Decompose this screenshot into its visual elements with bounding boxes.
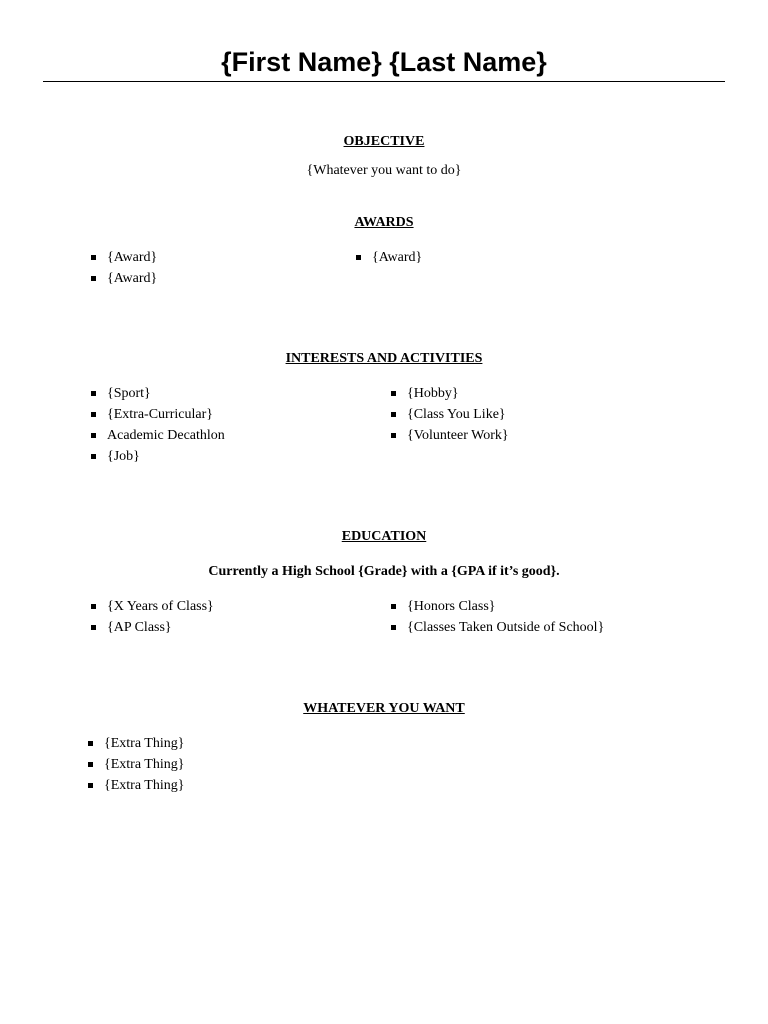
- list-item-text: {Award}: [107, 271, 158, 286]
- list-item-text: {Extra Thing}: [104, 736, 185, 751]
- education-list-left: [91, 596, 214, 638]
- list-item: [391, 383, 509, 404]
- list-item-text: {Sport}: [107, 386, 151, 401]
- list-item: [91, 383, 225, 404]
- square-bullet-icon: [88, 762, 93, 767]
- list-item-text: {Classes Taken Outside of School}: [407, 620, 605, 635]
- list-item-text: {Extra Thing}: [104, 757, 185, 772]
- square-bullet-icon: [91, 433, 96, 438]
- extra-list: [88, 733, 184, 796]
- square-bullet-icon: [91, 276, 96, 281]
- extra-heading: WHATEVER YOU WANT: [303, 701, 465, 716]
- objective-heading: OBJECTIVE: [343, 134, 425, 149]
- education-summary: Currently a High School {Grade} with a {GPA if it’s good}.: [208, 564, 560, 579]
- list-item: [88, 754, 184, 775]
- list-item: [391, 596, 604, 617]
- list-item: [391, 404, 509, 425]
- list-item-text: {AP Class}: [107, 620, 172, 635]
- square-bullet-icon: [91, 604, 96, 609]
- square-bullet-icon: [91, 391, 96, 396]
- list-item: [91, 268, 157, 289]
- square-bullet-icon: [391, 625, 396, 630]
- list-item-text: {Extra Thing}: [104, 778, 185, 793]
- awards-heading: AWARDS: [354, 215, 414, 230]
- list-item: [91, 404, 225, 425]
- interests-list-left: [91, 383, 225, 467]
- list-item-text: {Award}: [107, 250, 158, 265]
- square-bullet-icon: [91, 454, 96, 459]
- list-item: [91, 596, 214, 617]
- interests-list-right: [391, 383, 509, 446]
- list-item-text: {Class You Like}: [407, 407, 506, 422]
- square-bullet-icon: [91, 255, 96, 260]
- list-item-text: {Award}: [372, 250, 423, 265]
- square-bullet-icon: [88, 783, 93, 788]
- square-bullet-icon: [391, 412, 396, 417]
- list-item-text: {Job}: [107, 449, 140, 464]
- square-bullet-icon: [88, 741, 93, 746]
- list-item: [88, 775, 184, 796]
- awards-list-left: [91, 247, 157, 289]
- square-bullet-icon: [356, 255, 361, 260]
- list-item-text: {Volunteer Work}: [407, 428, 509, 443]
- list-item-text: Academic Decathlon: [107, 428, 225, 443]
- list-item-text: {X Years of Class}: [107, 599, 214, 614]
- objective-text: {Whatever you want to do}: [306, 163, 462, 178]
- list-item-text: {Hobby}: [407, 386, 459, 401]
- interests-heading: INTERESTS AND ACTIVITIES: [285, 351, 483, 366]
- list-item: [356, 247, 422, 268]
- list-item: [88, 733, 184, 754]
- list-item-text: {Extra-Curricular}: [107, 407, 213, 422]
- square-bullet-icon: [391, 391, 396, 396]
- awards-list-right: [356, 247, 422, 268]
- square-bullet-icon: [391, 433, 396, 438]
- list-item: [391, 617, 604, 638]
- list-item: [91, 446, 225, 467]
- square-bullet-icon: [91, 412, 96, 417]
- list-item: [91, 247, 157, 268]
- page-title: {First Name} {Last Name}: [221, 47, 547, 77]
- list-item-text: {Honors Class}: [407, 599, 496, 614]
- education-heading: EDUCATION: [341, 529, 427, 544]
- list-item: [91, 425, 225, 446]
- list-item: [391, 425, 509, 446]
- list-item: [91, 617, 214, 638]
- education-list-right: [391, 596, 604, 638]
- title-divider: [43, 81, 725, 82]
- square-bullet-icon: [391, 604, 396, 609]
- square-bullet-icon: [91, 625, 96, 630]
